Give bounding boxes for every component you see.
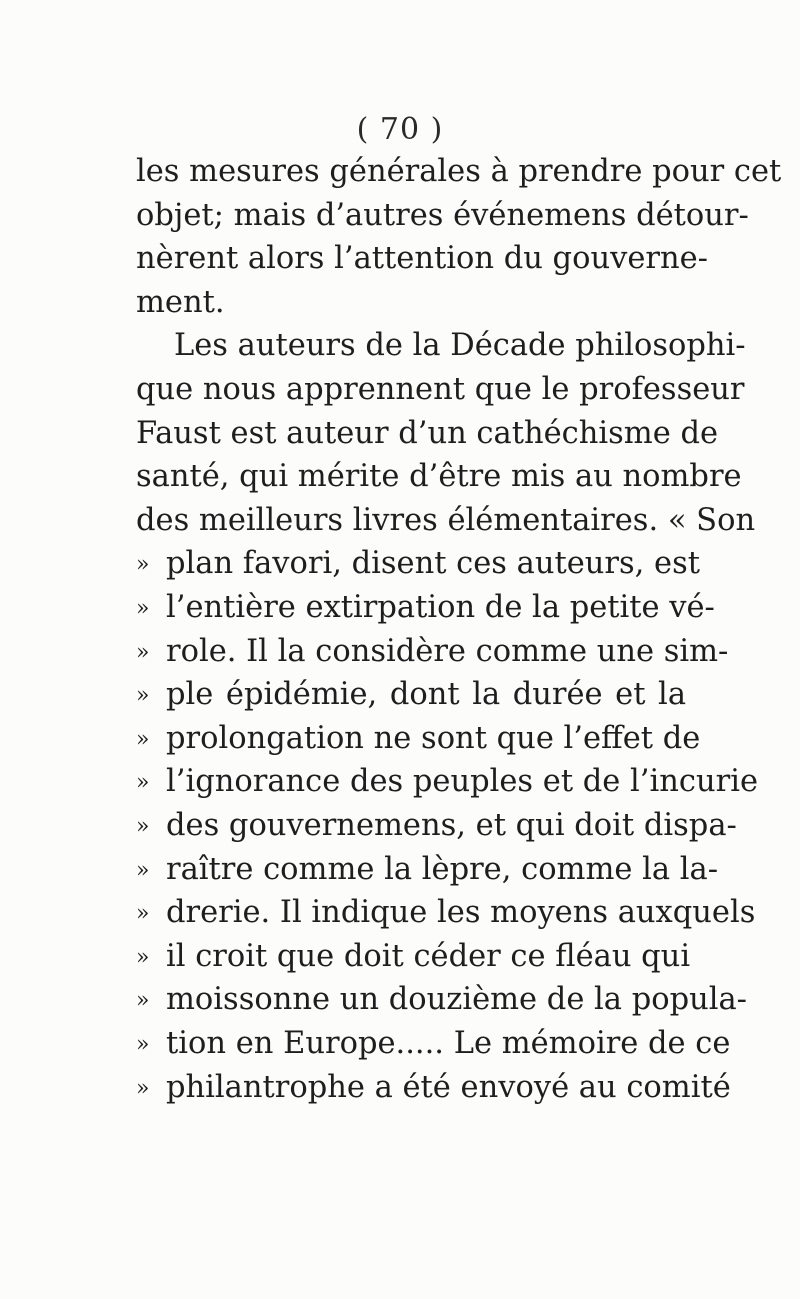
quoted-text-line [136, 1066, 731, 1110]
quote-mark: » [136, 814, 150, 839]
line-text: il croit que doit céder ce fléau qui [166, 938, 691, 974]
text-line: santé, qui mérite d’être mis au nombre [136, 459, 742, 495]
line-text: l’entière extirpation de la petite vé- [166, 590, 715, 625]
line-text: des gouvernemens, et qui doit dispa- [166, 808, 737, 843]
quoted-text-line [136, 804, 737, 848]
line-text: moissonne un douzième de la popula- [166, 982, 747, 1018]
line-text: ple épidémie, dont la durée et la [166, 677, 686, 713]
line-text: role. Il la considère comme une sim- [166, 633, 729, 669]
quoted-text-line [136, 630, 729, 674]
text-line: objet; mais d’autres événemens détour- [136, 197, 749, 233]
quoted-text-line [136, 891, 756, 935]
quoted-text-line [136, 542, 701, 586]
quote-mark: » [136, 857, 150, 883]
quote-mark: » [136, 726, 150, 752]
quote-mark: » [136, 1032, 150, 1057]
quoted-text-line [136, 848, 719, 892]
quote-mark: » [136, 770, 150, 796]
quoted-text-line [136, 717, 701, 761]
quote-mark: » [136, 988, 150, 1014]
quoted-text-line [136, 673, 686, 717]
line-text: prolongation ne sont que l’effet de [166, 720, 701, 756]
quote-mark: » [136, 683, 150, 709]
quoted-text-line [136, 935, 691, 979]
quote-mark: » [136, 944, 150, 970]
text-line: Les auteurs de la Décade philosophi- [174, 328, 746, 364]
line-text: drerie. Il indique les moyens auxquels [166, 895, 756, 931]
quoted-text-line [136, 760, 759, 804]
text-line: ment. [136, 284, 225, 320]
quote-mark: » [136, 901, 150, 927]
text-line: nèrent alors l’attention du gouverne- [136, 241, 708, 277]
quote-mark: » [136, 639, 150, 665]
quote-mark: » [136, 596, 150, 621]
line-text: tion en Europe..... Le mémoire de ce [166, 1026, 731, 1061]
text-line: que nous apprennent que le professeur [136, 372, 745, 407]
line-text: l’ignorance des peuples et de l’incurie [166, 764, 759, 800]
text-line: les mesures générales à prendre pour cet [136, 154, 782, 189]
line-text: raître comme la lèpre, comme la la- [166, 851, 719, 887]
quote-mark: » [136, 552, 150, 578]
quoted-text-line [136, 586, 715, 630]
quote-mark: » [136, 1075, 150, 1101]
page-number: ( 70 ) [356, 112, 444, 147]
quoted-text-line [136, 978, 747, 1022]
text-line: des meilleurs livres élémentaires. « Son [136, 502, 756, 538]
text-line: Faust est auteur d’un cathéchisme de [136, 415, 719, 451]
quoted-text-line [136, 1022, 731, 1066]
line-text: philantrophe a été envoyé au comité [166, 1069, 731, 1105]
line-text: plan favori, disent ces auteurs, est [166, 546, 701, 582]
